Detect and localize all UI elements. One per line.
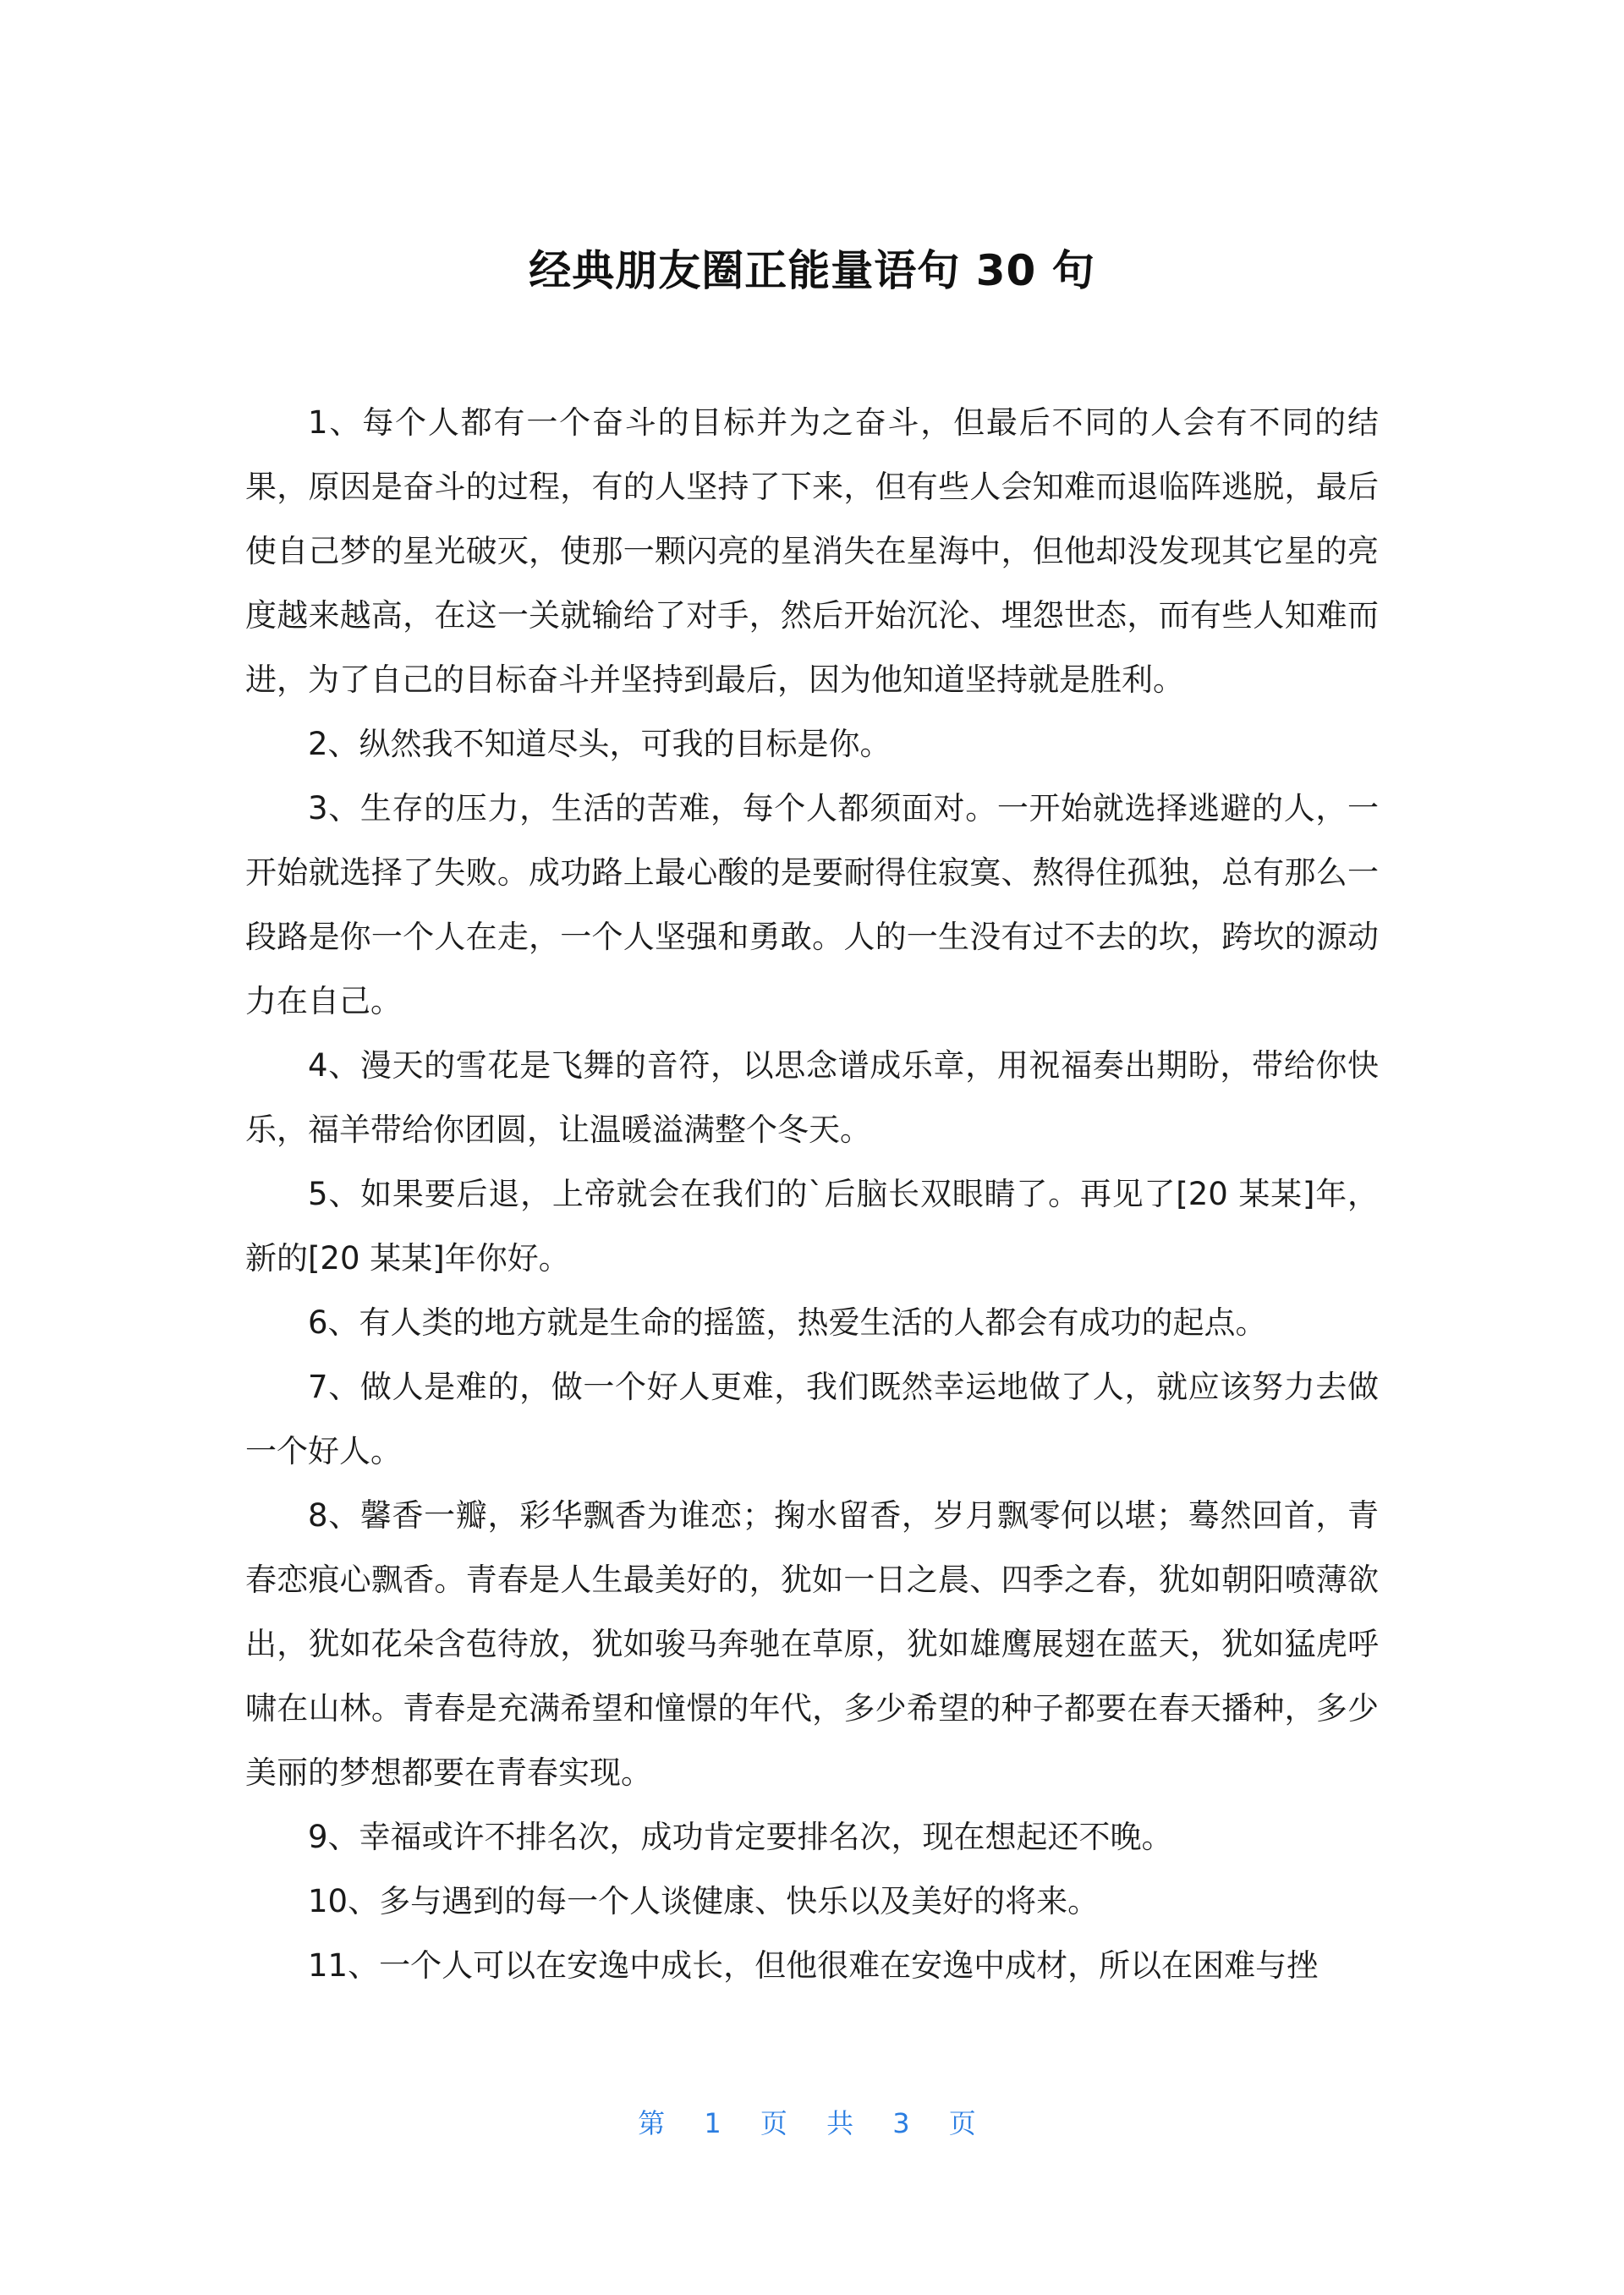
- document-title: 经典朋友圈正能量语句 30 句: [529, 246, 1095, 295]
- footer-total-unit: 页: [948, 2107, 986, 2139]
- paragraph-5: 5、如果要后退，上帝就会在我们的`后脑长双眼睛了。再见了[20 某某]年，新的[20 某某]年你好。: [245, 1176, 1379, 1277]
- page-footer: [0, 2102, 1624, 2144]
- paragraph-11: 11、一个人可以在安逸中成长，但他很难在安逸中成材，所以在困难与挫: [308, 1947, 1319, 1984]
- paragraph-2: 2、纵然我不知道尽头，可我的目标是你。: [308, 726, 892, 762]
- paragraph-1: 1、每个人都有一个奋斗的目标并为之奋斗，但最后不同的人会有不同的结果，原因是奋斗的过程，有的人坚持了下来，但有些人会知难而退临阵逃脱，最后使自己梦的星光破灭，使那一颗闪亮的星消失在星海中，但他却没发现其它星的亮度越来越高，在这一关就输给了对手，然后开始沉沦、埋怨世态，而有些人知难而进，为了自己的目标奋斗并坚持到最后，因为他知道坚持就是胜利。: [245, 404, 1379, 698]
- footer-current-page: 1: [704, 2107, 732, 2139]
- paragraph-4: 4、漫天的雪花是飞舞的音符，以思念谱成乐章，用祝福奏出期盼，带给你快乐，福羊带给你团圆，让温暖溢满整个冬天。: [245, 1047, 1379, 1148]
- footer-page-label: 第: [638, 2107, 676, 2139]
- document-body: [245, 391, 1379, 1998]
- paragraph-7: 7、做人是难的，做一个好人更难，我们既然幸运地做了人，就应该努力去做一个好人。: [245, 1369, 1379, 1469]
- footer-total-label: 共: [826, 2107, 864, 2139]
- paragraph-6: 6、有人类的地方就是生命的摇篮，热爱生活的人都会有成功的起点。: [308, 1304, 1267, 1341]
- footer-page-unit: 页: [760, 2107, 798, 2139]
- footer-total-pages: 3: [892, 2107, 920, 2139]
- paragraph-10: 10、多与遇到的每一个人谈健康、快乐以及美好的将来。: [308, 1883, 1100, 1919]
- paragraph-3: 3、生存的压力，生活的苦难，每个人都须面对。一开始就选择逃避的人，一开始就选择了失败。成功路上最心酸的是要耐得住寂寞、熬得住孤独，总有那么一段路是你一个人在走，一个人坚强和勇敢。人的一生没有过不去的坎，跨坎的源动力在自己。: [245, 790, 1379, 1019]
- paragraph-8: 8、馨香一瓣，彩华飘香为谁恋；掬水留香，岁月飘零何以堪；蓦然回首，青春恋痕心飘香。青春是人生最美好的，犹如一日之晨、四季之春，犹如朝阳喷薄欲出，犹如花朵含苞待放，犹如骏马奔驰在草原，犹如雄鹰展翅在蓝天，犹如猛虎呼啸在山林。青春是充满希望和憧憬的年代，多少希望的种子都要在春天播种，多少美丽的梦想都要在青春实现。: [245, 1497, 1379, 1791]
- paragraph-9: 9、幸福或许不排名次，成功肯定要排名次，现在想起还不晚。: [308, 1819, 1173, 1855]
